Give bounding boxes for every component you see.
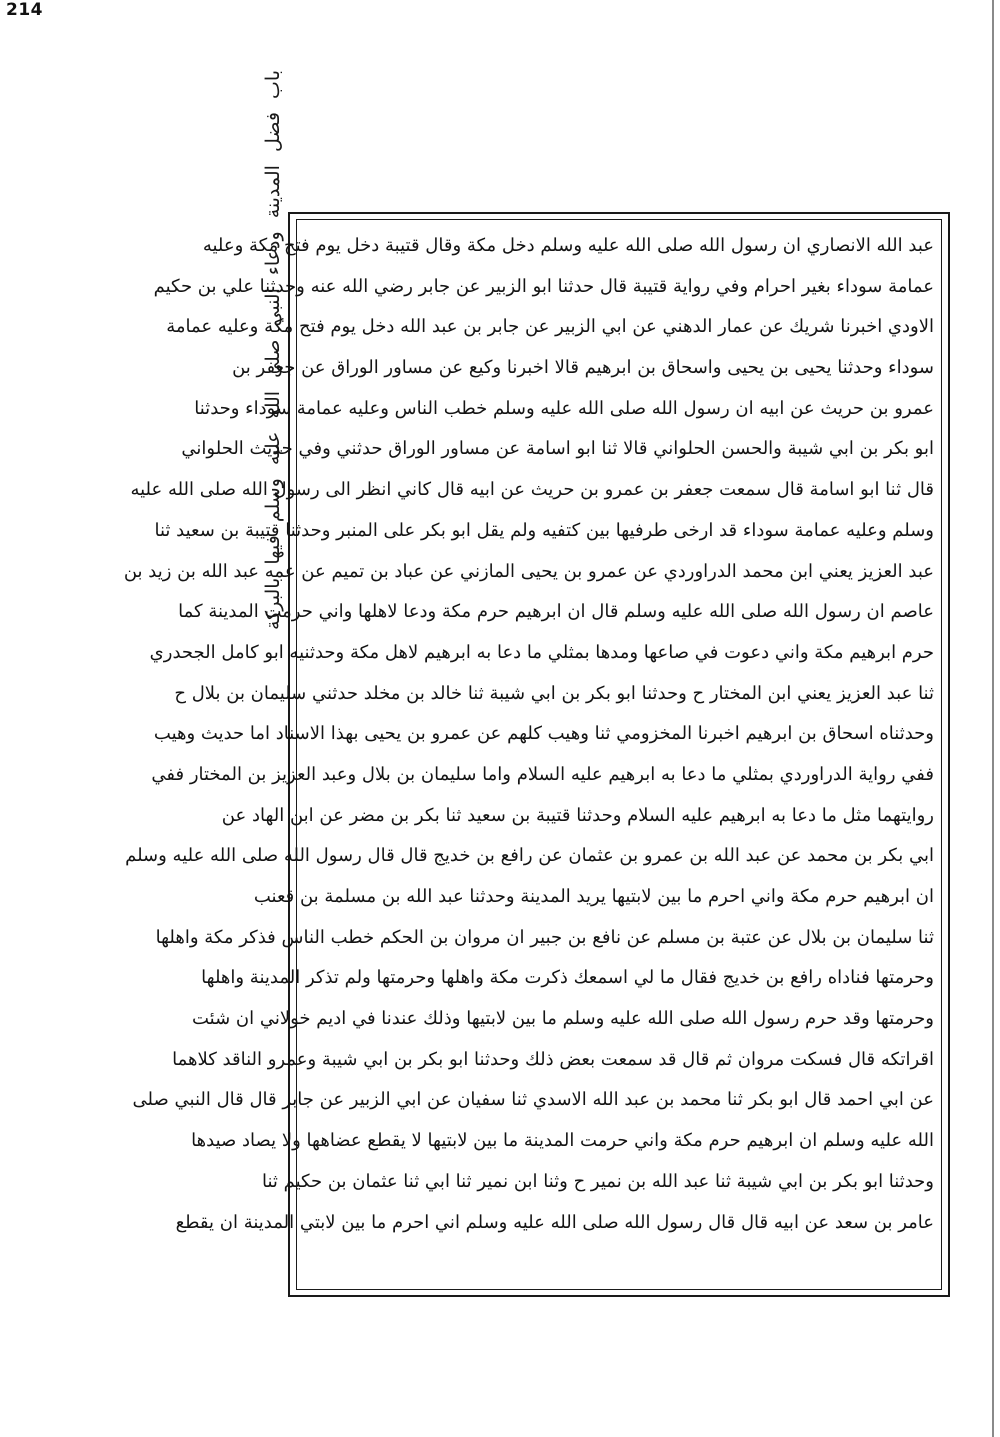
- text-line-20: وحرمتها وقد حرم رسول الله صلى الله عليه وسلم ما بين لابتيها وذلك عندنا في اديم خولاني ان شئت: [191, 1008, 934, 1030]
- text-line-22: عن ابي احمد قال ابو بكر ثنا محمد بن عبد الله الاسدي ثنا سفيان عن ابي الزبير عن جابر قال قال النبي صلى: [132, 1089, 934, 1111]
- text-line-16: ابي بكر بن محمد عن عبد الله بن عمرو بن عثمان عن رافع بن خديج قال قال رسول الله صلى الله عليه وسلم: [125, 845, 934, 867]
- text-line-21: اقراتكه قال فسكت مروان ثم قال قد سمعت بعض ذلك وحدثنا ابو بكر بن ابي شيبة وعمرو الناقد كلاهما: [172, 1048, 934, 1070]
- text-line-3: الاودي اخبرنا شريك عن عمار الدهني عن ابي الزبير عن جابر بن عبد الله دخل يوم فتح مكة وعليه عمامة: [166, 316, 934, 338]
- text-line-8: وسلم وعليه عمامة سوداء قد ارخى طرفيها بين كتفيه ولم يقل ابو بكر على المنبر وحدثنا قتيبة بن سعيد ثنا: [154, 519, 934, 541]
- text-line-11: حرم ابرهيم مكة واني دعوت في صاعها ومدها بمثلي ما دعا به ابرهيم لاهل مكة وحدثنيه ابو كامل الجحدري: [149, 641, 934, 663]
- text-line-23: الله عليه وسلم ان ابرهيم حرم مكة واني حرمت المدينة ما بين لابتيها لا يقطع عضاهها ولا يصاد صيدها: [191, 1130, 934, 1152]
- text-line-17: ان ابرهيم حرم مكة واني احرم ما بين لابتيها يريد المدينة وحدثنا عبد الله بن مسلمة بن قعنب: [253, 886, 934, 907]
- text-line-6: ابو بكر بن ابي شيبة والحسن الحلواني قالا ثنا ابو اسامة عن مساور الوراق حدثني وفي حديث الحلواني: [181, 438, 934, 460]
- text-line-25: عامر بن سعد عن ابيه قال قال رسول الله صلى الله عليه وسلم اني احرم ما بين لابتي المدينة ان يقطع: [175, 1211, 934, 1233]
- text-line-14: ففي رواية الدراوردي بمثلي ما دعا به ابرهيم عليه السلام واما سليمان بن بلال وعبد العزيز بن المختار ففي: [151, 763, 934, 785]
- text-line-2: عمامة سوداء بغير احرام وفي رواية قتيبة قال حدثنا ابو الزبير عن جابر رضي الله عنه وحدثنا علي بن حكيم: [153, 275, 934, 297]
- text-line-10: عاصم ان رسول الله صلى الله عليه وسلم قال ان ابرهيم حرم مكة ودعا لاهلها واني حرمت المدينة كما: [178, 601, 934, 623]
- folio-number: 214: [6, 0, 43, 20]
- text-line-4: سوداء وحدثنا يحيى بن يحيى واسحاق بن ابرهيم قالا اخبرنا وكيع عن مساور الوراق عن جعفر بن: [232, 357, 934, 379]
- text-line-18: ثنا سليمان بن بلال عن عتبة بن مسلم عن نافع بن جبير ان مروان بن الحكم خطب الناس فذكر مكة واهلها: [155, 926, 934, 948]
- text-line-5: عمرو بن حريث عن ابيه ان رسول الله صلى الله عليه وسلم خطب الناس وعليه عمامة سوداء وحدثنا: [194, 397, 934, 419]
- text-line-24: وحدثنا ابو بكر بن ابي شيبة ثنا عبد الله بن نمير ح وثنا ابن نمير ثنا ابي ثنا عثمان بن حكيم ثنا: [262, 1170, 934, 1192]
- text-line-19: وحرمتها فناداه رافع بن خديج فقال ما لي اسمعك ذكرت مكة واهلها وحرمتها ولم تذكر المدينة واهلها: [201, 967, 934, 989]
- text-line-13: وحدثناه اسحاق بن ابرهيم اخبرنا المخزومي ثنا وهيب كلهم عن عمرو بن يحيى بهذا الاسناد اما حديث وهيب: [153, 723, 934, 745]
- text-line-12: ثنا عبد العزيز يعني ابن المختار ح وحدثنا ابو بكر بن ابي شيبة ثنا خالد بن مخلد حدثني سليمان بن بلال ح: [174, 682, 934, 704]
- text-line-1: عبد الله الانصاري ان رسول الله صلى الله عليه وسلم دخل مكة وقال قتيبة دخل يوم فتح مكة وعليه: [202, 235, 934, 256]
- text-line-9: عبد العزيز يعني ابن محمد الدراوردي عن عمرو بن يحيى المازني عن عباد بن تميم عن عمه عبد الله بن زيد بن: [123, 560, 934, 582]
- page-edge-shadow: [992, 0, 994, 1437]
- margin-chapter-heading: باب فضل المدينة ودعاء النبي صلى الله عليه وسلم فيها بالبركة: [262, 70, 284, 630]
- text-line-15: روايتهما مثل ما دعا به ابرهيم عليه السلام وحدثنا قتيبة بن سعيد ثنا بكر بن مضر عن ابن الهاد عن: [221, 804, 934, 826]
- text-line-7: قال ثنا ابو اسامة قال سمعت جعفر بن عمرو بن حريث عن ابيه قال كاني انظر الى رسول الله صلى الله عليه: [130, 479, 934, 501]
